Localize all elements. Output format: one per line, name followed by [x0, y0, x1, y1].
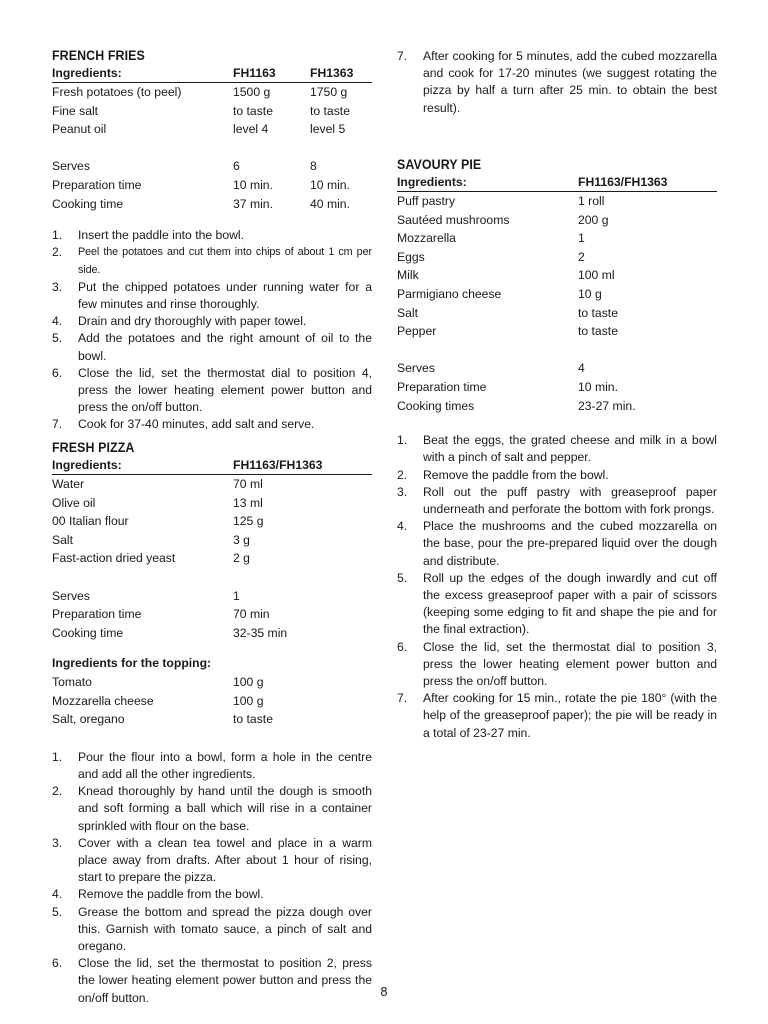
info-label: Cooking time — [52, 196, 124, 211]
ingredient-row — [397, 285, 717, 304]
fresh-pizza-steps-part1 — [52, 749, 372, 1007]
ingredient-qty: 125 g — [233, 514, 264, 529]
fresh-pizza-topping-list — [52, 673, 372, 729]
french-fries-steps — [52, 227, 372, 433]
step-text: Cook for 37-40 minutes, add salt and serve. — [78, 417, 315, 432]
info-row — [52, 157, 372, 176]
step-item: 3. Put the chipped potatoes under running water for a few minutes and rinse thoroughly. — [52, 279, 372, 313]
step-item: 7. After cooking for 5 minutes, add the cubed mozzarella and cook for 17-20 minutes (we suggest rotating the pizza by half a turn after 25 min. to obtain the best result). — [397, 48, 717, 117]
ingredient-row — [52, 494, 372, 513]
ingredient-name: Fresh potatoes (to peel) — [52, 85, 182, 99]
info-value: 70 min — [233, 607, 270, 622]
header-models: FH1163/FH1363 — [233, 458, 323, 472]
info-label: Serves — [52, 159, 90, 174]
ingredient-row — [52, 120, 372, 139]
ingredient-row — [397, 266, 717, 285]
step-item: 2. Knead thoroughly by hand until the dough is smooth and soft forming a ball which will rise in a container sprinkled with flour on the base. — [52, 783, 372, 835]
info-row — [52, 624, 372, 643]
step-item: 1. Beat the eggs, the grated cheese and milk in a bowl with a pinch of salt and pepper. — [397, 432, 717, 466]
info-value-fh1363: 8 — [310, 159, 317, 174]
step-text: Cover with a clean tea towel and place in a warm place away from drafts. After about 1 hour of rising, start to prepare the pizza. — [78, 835, 372, 885]
ingredient-qty: 13 ml — [233, 495, 263, 510]
topping-name: Tomato — [52, 674, 92, 689]
step-text: After cooking for 5 minutes, add the cubed mozzarella and cook for 17-20 minutes (we suggest rotating the pizza by half a turn after 25 min. to obtain the best result). — [423, 49, 717, 115]
french-fries-ingredient-list — [52, 83, 372, 139]
ingredient-name: Salt — [52, 532, 74, 547]
ingredient-qty-fh1163: 1500 g — [233, 85, 271, 99]
ingredient-name: Fast-action dried yeast — [52, 551, 176, 566]
info-row — [397, 397, 717, 416]
header-ingredients: Ingredients: — [52, 458, 122, 472]
step-text: Put the chipped potatoes under running water for a few minutes and rinse thoroughly. — [78, 279, 372, 311]
topping-qty: to taste — [233, 712, 273, 727]
info-value-fh1163: 37 min. — [233, 196, 273, 211]
savoury-pie-ingredients-header — [397, 174, 717, 192]
savoury-pie-ingredient-list — [397, 192, 717, 341]
info-value: 1 — [233, 588, 240, 603]
topping-title: Ingredients for the topping: — [52, 656, 212, 671]
info-row — [52, 195, 372, 214]
ingredient-qty: 2 — [578, 249, 585, 264]
step-text: Close the lid, set the thermostat to position 2, press the lower heating element power button and press the on/off button. — [78, 956, 372, 1005]
step-item: 2. Remove the paddle from the bowl. — [397, 467, 717, 484]
step-item: 4. Place the mushrooms and the cubed mozzarella on the base, pour the pre-prepared liquid over the dough and distribute. — [397, 518, 717, 570]
header-ingredients: Ingredients: — [397, 175, 467, 189]
ingredient-name: Salt — [397, 305, 419, 320]
ingredient-qty: 3 g — [233, 532, 250, 547]
topping-qty: 100 g — [233, 674, 264, 689]
step-text: Grease the bottom and spread the pizza dough over this. Garnish with tomato sauce, a pinch of salt and oregano. — [78, 904, 372, 953]
ingredient-name: Sautéed mushrooms — [397, 212, 510, 227]
ingredient-name: Water — [52, 477, 85, 491]
topping-name: Mozzarella cheese — [52, 693, 154, 708]
info-value-fh1363: 10 min. — [310, 177, 350, 192]
ingredient-qty: 70 ml — [233, 477, 263, 491]
ingredient-name: Mozzarella — [397, 231, 456, 246]
info-label: Cooking time — [52, 625, 124, 640]
ingredient-name: Peanut oil — [52, 122, 107, 137]
step-item: 6. Close the lid, set the thermostat dial to position 4, press the lower heating element power button and press the on/off button. — [52, 365, 372, 417]
ingredient-qty-fh1363: to taste — [310, 103, 350, 118]
ingredient-row — [397, 192, 717, 211]
step-item: 2. Peel the potatoes and cut them into chips of about 1 cm per side. — [52, 244, 372, 278]
step-text: Pour the flour into a bowl, form a hole in the centre and add all the other ingredients. — [78, 749, 372, 781]
french-fries-title: FRENCH FRIES — [52, 48, 145, 63]
step-item: 7. Cook for 37-40 minutes, add salt and serve. — [52, 416, 372, 433]
topping-name: Salt, oregano — [52, 712, 125, 727]
ingredient-row — [397, 304, 717, 323]
info-row — [52, 605, 372, 624]
fresh-pizza-info-list — [52, 587, 372, 643]
ingredient-qty: 2 g — [233, 551, 250, 566]
ingredient-name: Pepper — [397, 324, 437, 339]
step-text: Beat the eggs, the grated cheese and milk in a bowl with a pinch of salt and pepper. — [423, 433, 717, 465]
ingredient-name: Parmigiano cheese — [397, 286, 502, 301]
step-item: 1. Pour the flour into a bowl, form a hole in the centre and add all the other ingredients. — [52, 749, 372, 783]
info-row — [397, 359, 717, 378]
fresh-pizza-title: FRESH PIZZA — [52, 440, 135, 455]
ingredient-name: Olive oil — [52, 495, 96, 510]
ingredient-row — [52, 475, 372, 494]
step-text: Peel the potatoes and cut them into chips of about 1 cm per side. — [78, 246, 372, 276]
info-label: Preparation time — [52, 177, 142, 192]
topping-qty: 100 g — [233, 693, 264, 708]
info-value-fh1363: 40 min. — [310, 196, 350, 211]
step-item: 6. Close the lid, set the thermostat to position 2, press the lower heating element power button and press the on/off button. — [52, 955, 372, 1007]
info-row — [52, 176, 372, 195]
info-value-fh1163: 10 min. — [233, 177, 273, 192]
savoury-pie-info-list — [397, 359, 717, 415]
fresh-pizza-section — [52, 439, 372, 1007]
step-item: 1. Insert the paddle into the bowl. — [52, 227, 372, 244]
info-row — [397, 378, 717, 397]
step-item: 7. After cooking for 15 min., rotate the pie 180° (with the help of the greaseproof paper); the pie will be ready in a total of 23-27 min. — [397, 690, 717, 742]
ingredient-qty-fh1363: level 5 — [310, 122, 346, 137]
step-text: Close the lid, set the thermostat dial to position 3, press the lower heating element power button and press the on/off button. — [423, 639, 717, 688]
info-value: 32-35 min — [233, 625, 288, 640]
savoury-pie-title: SAVOURY PIE — [397, 157, 482, 172]
step-item: 5. Grease the bottom and spread the pizza dough over this. Garnish with tomato sauce, a pinch of salt and oregano. — [52, 904, 372, 956]
ingredient-row — [52, 512, 372, 531]
info-value: 23-27 min. — [578, 398, 636, 413]
step-item: 5. Roll up the edges of the dough inwardly and cut off the excess greaseproof paper with a pair of scissors (keeping some edging to fit and shape the pie and for the final extraction). — [397, 570, 717, 639]
ingredient-qty: 100 ml — [578, 268, 615, 283]
step-text: Insert the paddle into the bowl. — [78, 228, 244, 243]
info-label: Serves — [52, 588, 90, 603]
info-label: Serves — [397, 361, 435, 376]
step-item: 5. Add the potatoes and the right amount of oil to the bowl. — [52, 330, 372, 364]
step-text: Drain and dry thoroughly with paper towel. — [78, 314, 307, 329]
info-row — [52, 587, 372, 606]
topping-row — [52, 710, 372, 729]
step-item: 4. Remove the paddle from the bowl. — [52, 886, 372, 903]
ingredient-qty: to taste — [578, 305, 618, 320]
ingredient-name: Fine salt — [52, 103, 99, 118]
step-item: 4. Drain and dry thoroughly with paper towel. — [52, 313, 372, 330]
step-text: Knead thoroughly by hand until the dough is smooth and soft forming a ball which will rise in a container sprinkled with flour on the base. — [78, 784, 372, 833]
ingredient-row — [52, 549, 372, 568]
ingredient-qty: to taste — [578, 324, 618, 339]
ingredient-name: Milk — [397, 268, 419, 283]
ingredient-qty: 10 g — [578, 286, 602, 301]
ingredient-name: Eggs — [397, 249, 425, 264]
info-value: 4 — [578, 361, 585, 376]
ingredient-qty: 200 g — [578, 212, 609, 227]
ingredient-qty: 1 — [578, 231, 585, 246]
ingredient-row — [52, 531, 372, 550]
ingredient-name: Puff pastry — [397, 194, 456, 208]
info-value: 10 min. — [578, 379, 618, 394]
step-text: Roll up the edges of the dough inwardly and cut off the excess greaseproof paper with a pair of scissors (keeping some edging to fit and shape the pie and for the final extraction). — [423, 570, 717, 637]
french-fries-ingredients-header — [52, 65, 372, 83]
ingredient-row — [397, 211, 717, 230]
topping-row — [52, 673, 372, 692]
fresh-pizza-ingredients-header — [52, 457, 372, 475]
step-item: 3. Cover with a clean tea towel and place in a warm place away from drafts. After about 1 hour of rising, start to prepare the pizza. — [52, 835, 372, 887]
step-text: After cooking for 15 min., rotate the pie 180° (with the help of the greaseproof paper); the pie will be ready in a total of 23-27 min. — [423, 691, 717, 740]
french-fries-section — [52, 47, 372, 434]
info-value-fh1163: 6 — [233, 159, 240, 174]
info-label: Cooking times — [397, 398, 475, 413]
step-text: Close the lid, set the thermostat dial to position 4, press the lower heating element power button and press the on/off button. — [78, 365, 372, 415]
header-model-fh1363: FH1363 — [310, 66, 354, 80]
step-text: Remove the paddle from the bowl. — [78, 887, 264, 902]
ingredient-qty-fh1363: 1750 g — [310, 85, 348, 99]
step-item: 6. Close the lid, set the thermostat dial to position 3, press the lower heating element power button and press the on/off button. — [397, 639, 717, 691]
ingredient-row — [397, 322, 717, 341]
ingredient-row — [397, 248, 717, 267]
step-text: Place the mushrooms and the cubed mozzarella on the base, pour the pre-prepared liquid over the dough and distribute. — [423, 519, 717, 568]
ingredient-row — [52, 102, 372, 121]
ingredient-row — [397, 229, 717, 248]
header-ingredients: Ingredients: — [52, 66, 122, 80]
savoury-pie-steps — [397, 432, 717, 742]
step-text: Add the potatoes and the right amount of oil to the bowl. — [78, 331, 372, 363]
ingredient-row — [52, 83, 372, 102]
page-number: 8 — [380, 985, 388, 999]
topping-row — [52, 692, 372, 711]
french-fries-info-list — [52, 157, 372, 213]
header-models: FH1163/FH1363 — [578, 175, 668, 189]
fresh-pizza-ingredient-list — [52, 475, 372, 568]
info-label: Preparation time — [397, 379, 487, 394]
fresh-pizza-steps-part2 — [397, 48, 717, 117]
ingredient-name: 00 Italian flour — [52, 514, 129, 529]
ingredient-qty-fh1163: to taste — [233, 103, 273, 118]
savoury-pie-section — [397, 156, 717, 742]
info-label: Preparation time — [52, 607, 142, 622]
step-item: 3. Roll out the puff pastry with greaseproof paper underneath and perforate the bottom with fork prongs. — [397, 484, 717, 518]
ingredient-qty: 1 roll — [578, 194, 605, 208]
step-text: Remove the paddle from the bowl. — [423, 467, 609, 482]
ingredient-qty-fh1163: level 4 — [233, 122, 269, 137]
header-model-fh1163: FH1163 — [233, 66, 276, 80]
step-text: Roll out the puff pastry with greaseproof paper underneath and perforate the bottom with fork prongs. — [423, 484, 717, 516]
